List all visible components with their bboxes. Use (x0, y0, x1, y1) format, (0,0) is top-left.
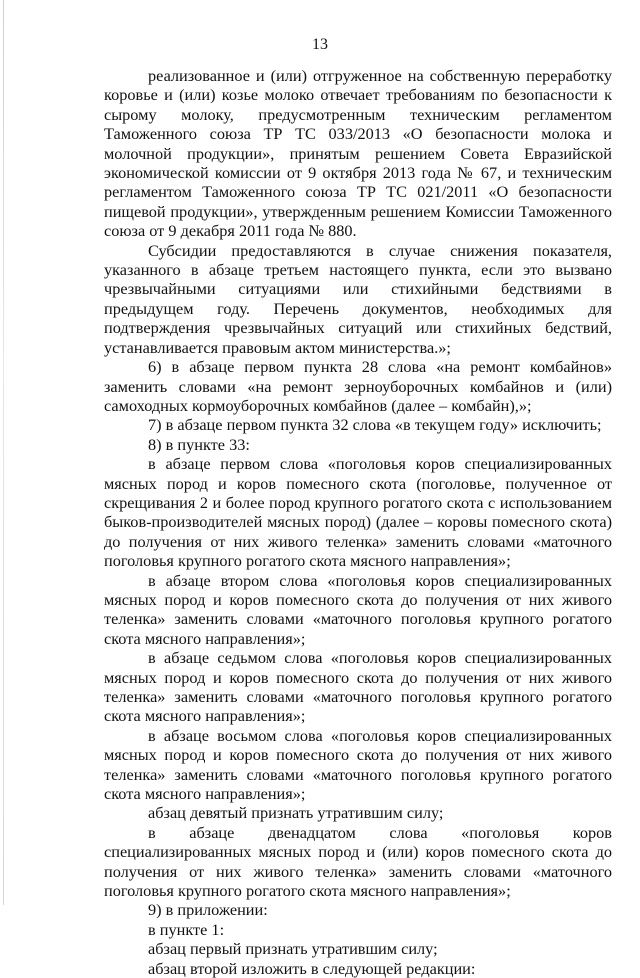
paragraph: в пункте 1: (148, 919, 225, 939)
paragraph: реализованное и (или) отгруженное на собственную переработку коровье и (или) козье молоко отвечает требованиям по безопасности к сырому молоку, предусмотренным техническим регламентом Таможенного союза ТР ТС 033/2013 «О безопасности молока и молочной продукции», принятым решением Совета Евразийской экономической комиссии от 9 октября 2013 года № 67, и техническим регламентом Таможенного союза ТР ТС 021/2011 «О безопасности пищевой продукции», утвержденным решением Комиссии Таможенного союза от 9 декабря 2011 года № 880. (104, 66, 612, 241)
paragraph: в абзаце втором слова «поголовья коров специализированных мясных пород и коров помесного скота до получения от них живого теленка» заменить словами «маточного поголовья крупного рогатого скота мясного направления»; (104, 570, 612, 648)
paragraph: 6) в абзаце первом пункта 28 слова «на ремонт комбайнов» заменить словами «на ремонт зерноуборочных комбайнов и (или) самоходных кормоуборочных комбайнов (далее – комбайн),»; (104, 357, 612, 415)
scan-edge-line (3, 0, 4, 905)
page-number: 13 (312, 36, 328, 53)
paragraph: в абзаце двенадцатом слова «поголовья коров специализированных мясных пород и (или) коров помесного скота до получения от них живого теленка» заменить словами «маточного поголовья крупного рогатого скота мясного направления»; (104, 822, 612, 901)
paragraph: 7) в абзаце первом пункта 32 слова «в текущем году» исключить; (148, 415, 602, 435)
paragraph: в абзаце восьмом слова «поголовья коров специализированных мясных пород и коров помесного скота до получения от них живого теленка» заменить словами «маточного поголовья крупного рогатого скота мясного направления»; (104, 725, 612, 804)
paragraph: 9) в приложении: (148, 900, 268, 920)
document-body (104, 66, 612, 978)
paragraph: абзац второй изложить в следующей редакции: (148, 958, 476, 978)
paragraph: Субсидии предоставляются в случае снижения показателя, указанного в абзаце третьем настоящего пункта, если это вызвано чрезвычайными ситуациями или стихийными бедствиями в предыдущем году. Перечень документов, необходимых для подтверждения чрезвычайных ситуаций или стихийных бедствий, устанавливается правовым актом министерства.»; (104, 240, 612, 357)
paragraph: 8) в пункте 33: (148, 434, 250, 454)
paragraph: абзац первый признать утратившим силу; (148, 939, 438, 959)
paragraph: в абзаце первом слова «поголовья коров специализированных мясных пород и коров помесного скота (поголовье, полученное от скрещивания 2 и более пород крупного рогатого скота с использованием быков-производителей мясных пород) (далее – коровы помесного скота) до получения от них живого теленка» заменить словами «маточного поголовья крупного рогатого скота мясного направления»; (104, 454, 612, 571)
paragraph: абзац девятый признать утратившим силу; (148, 803, 444, 823)
paragraph: в абзаце седьмом слова «поголовья коров специализированных мясных пород и коров помесного скота до получения от них живого теленка» заменить словами «маточного поголовья крупного рогатого скота мясного направления»; (104, 648, 612, 726)
